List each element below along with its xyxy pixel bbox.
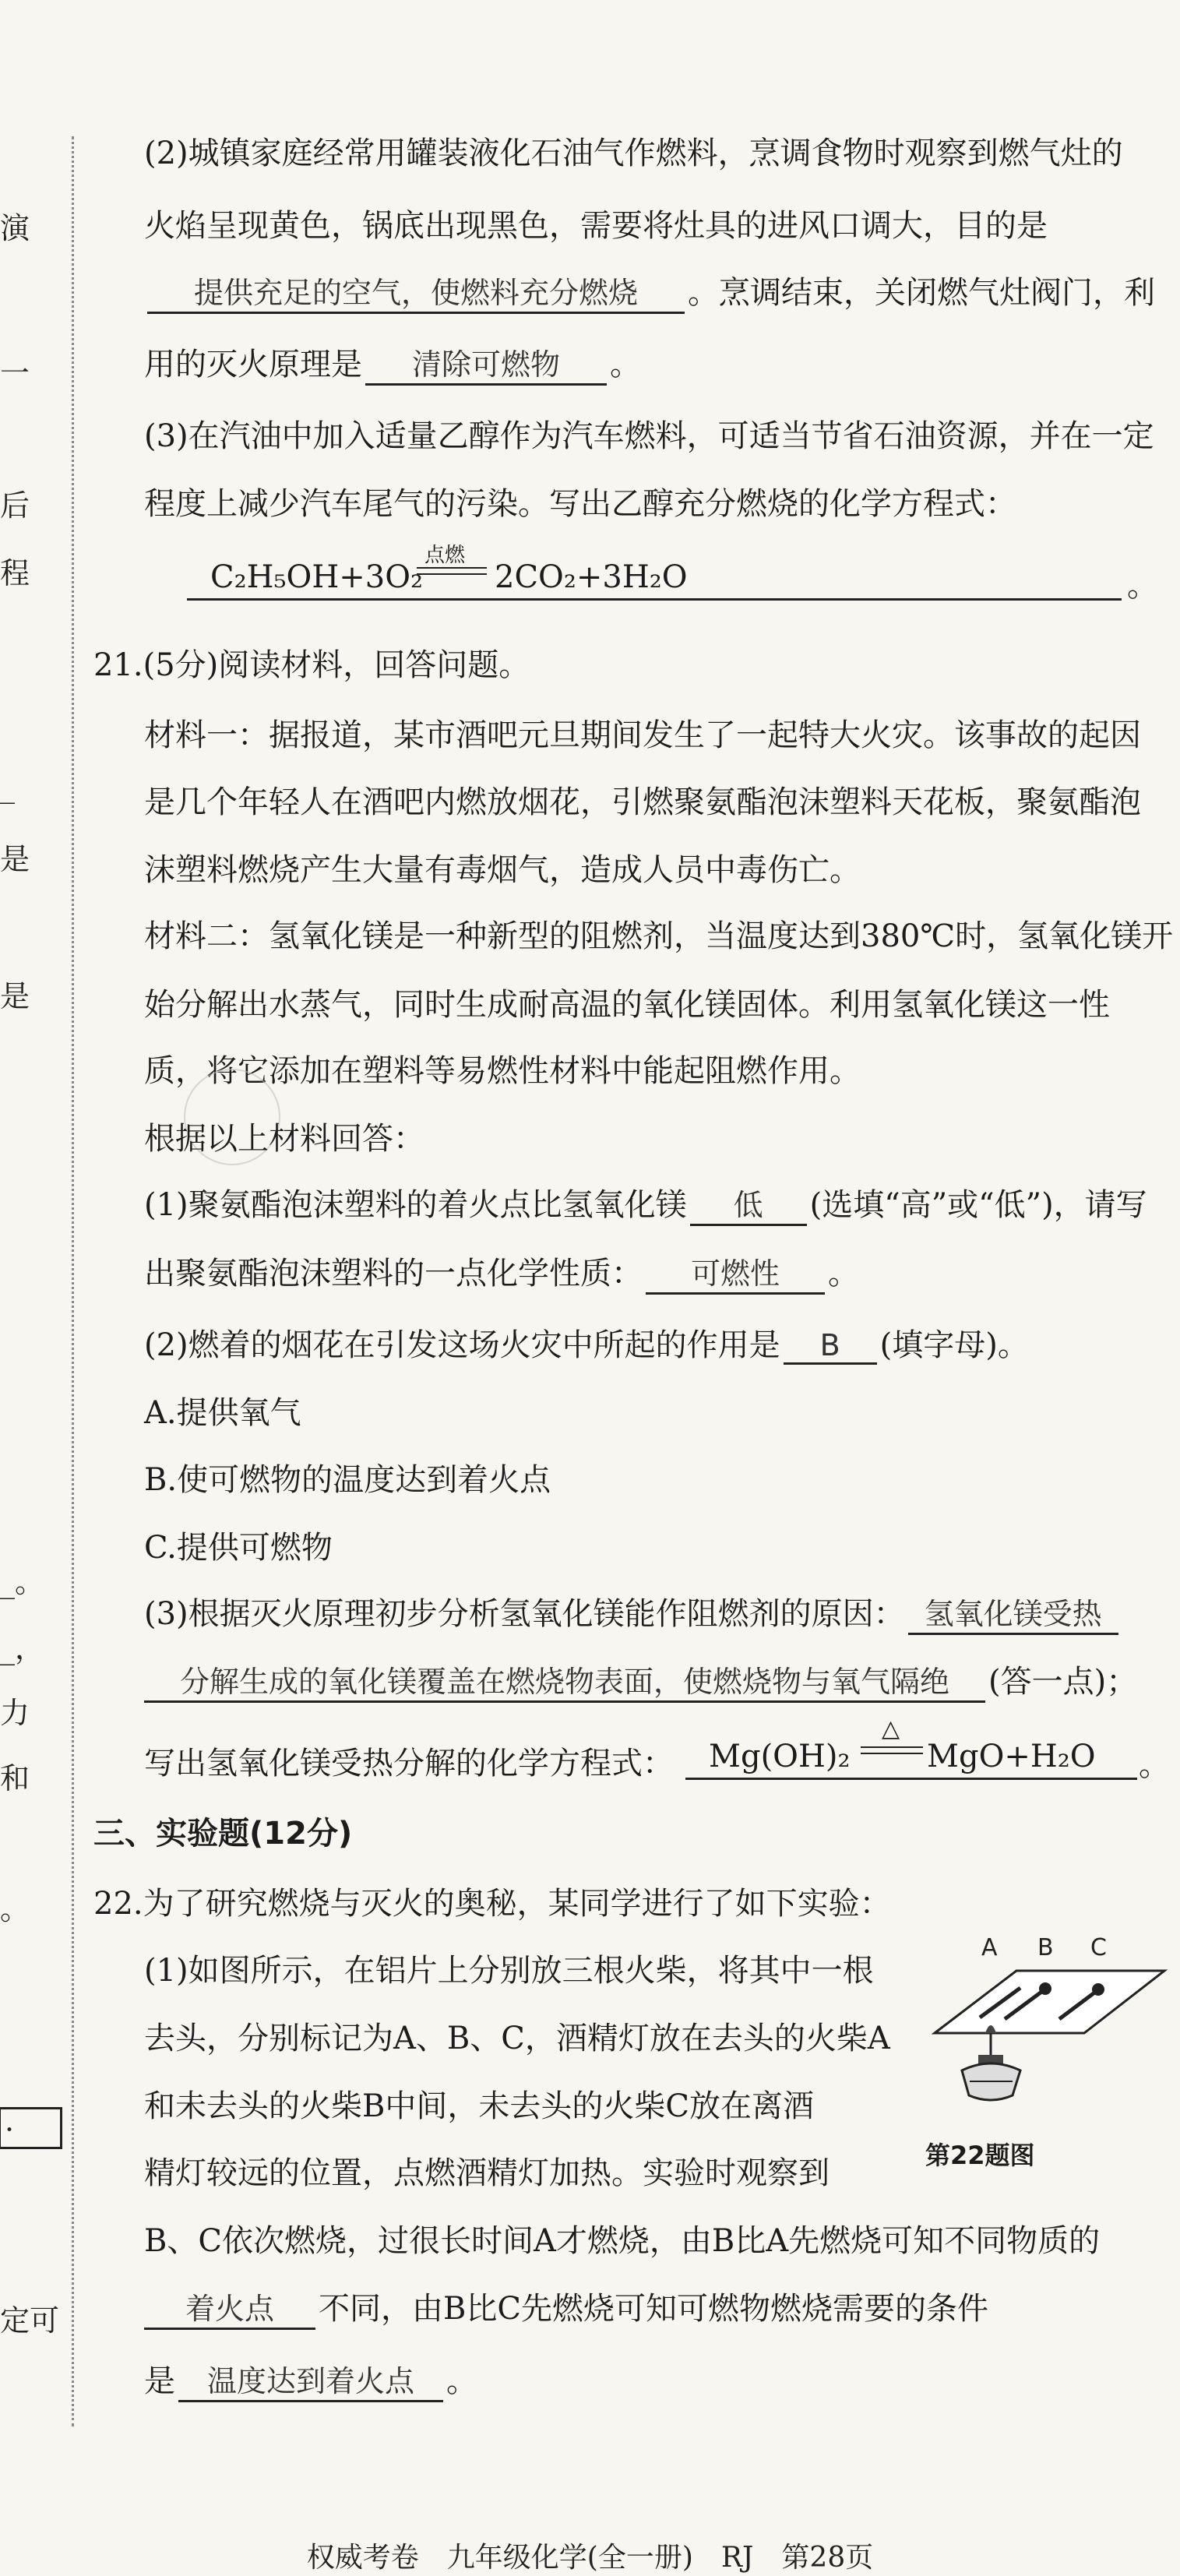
q22-line6: 着火点 不同，由B比C先燃烧可知可燃物燃烧需要的条件 — [144, 2284, 988, 2330]
q22-line4: 精灯较远的位置，点燃酒精灯加热。实验时观察到 — [144, 2155, 830, 2191]
option-a: A.提供氧气 — [144, 1395, 301, 1431]
q20-p2-line2: 火焰呈现黄色，锅底出现黑色，需要将灶具的进风口调大，目的是 — [144, 208, 1048, 244]
mgoh2-equation — [685, 1706, 1170, 1784]
match-c-head — [1092, 1983, 1104, 1996]
page-footer: 权威考卷 九年级化学(全一册) RJ 第28页 — [306, 2542, 874, 2574]
period: 。 — [1127, 568, 1158, 604]
figure-caption: 第22题图 — [925, 2141, 1035, 2170]
q21-header: 21.(5分)阅读材料，回答问题。 — [93, 647, 530, 683]
equation-condition: △ — [882, 1715, 900, 1743]
q21-material2-line3: 质，将它添加在塑料等易燃性材料中能起阻燃作用。 — [144, 1053, 861, 1089]
answer-blank: B — [784, 1328, 877, 1365]
match-b-head — [1039, 1982, 1051, 1995]
left-fragment: 一 — [0, 356, 30, 390]
q21-prompt: 根据以上材料回答： — [144, 1121, 424, 1157]
answer-blank: 着火点 — [144, 2285, 315, 2330]
experiment-figure — [903, 1932, 1168, 2181]
q21-material2-line2: 始分解出水蒸气，同时生成耐高温的氧化镁固体。利用氢氧化镁这一性 — [144, 987, 1110, 1023]
q21-material2-line1: 材料二：氢氧化镁是一种新型的阻燃剂，当温度达到380℃时，氢氧化镁开 — [144, 918, 1174, 954]
ethanol-equation — [144, 530, 1158, 604]
equation-left: Mg(OH)₂ — [709, 1739, 851, 1774]
equation-condition: 点燃 — [424, 544, 466, 567]
answer-blank: 氢氧化镁受热 — [908, 1590, 1118, 1635]
answer-blank: 清除可燃物 — [365, 340, 607, 386]
left-fragment: 程 — [0, 556, 30, 590]
q21-material1-line3: 沫塑料燃烧产生大量有毒烟气，造成人员中毒伤亡。 — [144, 852, 861, 888]
option-b: B.使可燃物的温度达到着火点 — [144, 1462, 551, 1498]
q21-q1-line2: 出聚氨酯泡沫塑料的一点化学性质： 可燃性 。 — [144, 1249, 859, 1295]
answer-underline — [685, 1778, 1137, 1780]
equals-sign — [861, 1746, 923, 1754]
q22-line7: 是 温度达到着火点 。 — [144, 2356, 477, 2402]
answer-blank: 分解生成的氧化镁覆盖在燃烧物表面，使燃烧物与氧气隔绝 — [144, 1658, 985, 1703]
q22-line5: B、C依次燃烧，过很长时间A才燃烧，由B比A先燃烧可知不同物质的 — [144, 2223, 1101, 2259]
period: 。 — [1139, 1747, 1170, 1783]
q22-line1: (1)如图所示，在铝片上分别放三根火柴，将其中一根 — [144, 1953, 874, 1989]
option-c: C.提供可燃物 — [144, 1530, 333, 1566]
label-c: C — [1090, 1934, 1107, 1961]
left-fragment: 力 — [0, 1696, 30, 1730]
answer-blank: 可燃性 — [646, 1249, 825, 1295]
answer-blank: 提供充足的空气，使燃料充分燃烧 — [147, 269, 685, 314]
q21-material1-line2: 是几个年轻人在酒吧内燃放烟花，引燃聚氨酯泡沫塑料天花板，聚氨酯泡 — [144, 784, 1141, 820]
left-fragment: 是 — [0, 842, 30, 876]
column-divider — [72, 136, 74, 2426]
left-fragment: 和 — [0, 1761, 30, 1795]
q21-q1-line1: (1)聚氨酯泡沫塑料的着火点比氢氧化镁 低 (选填“高”或“低”)，请写 — [144, 1180, 1147, 1226]
left-fragment: 。 — [0, 1892, 30, 1926]
q21-q2: (2)燃着的烟花在引发这场火灾中所起的作用是 B (填字母)。 — [144, 1327, 1029, 1363]
label-a: A — [981, 1934, 998, 1961]
q21-material1-line1: 材料一：据报道，某市酒吧元旦期间发生了一起特大火灾。该事故的起因 — [144, 717, 1141, 753]
aluminum-sheet — [935, 1971, 1164, 2033]
left-fragment: _。 — [0, 1565, 45, 1599]
equation-left: C₂H₅OH+3O₂ — [210, 559, 424, 595]
left-fragment: _ — [0, 770, 15, 804]
left-fragment: 演 — [0, 211, 30, 245]
answer-blank: 温度达到着火点 — [178, 2357, 443, 2402]
q20-p2-line3: 提供充足的空气，使燃料充分燃烧 。烹调结束，关闭燃气灶阀门，利 — [144, 268, 1155, 314]
q20-p2-line4: 用的灭火原理是 清除可燃物 。 — [144, 340, 641, 386]
equals-sign — [417, 567, 487, 575]
left-fragment: 后 — [0, 488, 30, 523]
label-b: B — [1037, 1934, 1054, 1961]
q21-q3-line1: (3)根据灭火原理初步分析氢氧化镁能作阻燃剂的原因： 氢氧化镁受热 — [144, 1589, 1122, 1635]
answer-underline — [187, 598, 1122, 601]
q20-p2-line1: (2)城镇家庭经常用罐装液化石油气作燃料，烹调食物时观察到燃气灶的 — [144, 136, 1123, 171]
equation-right: 2CO₂+3H₂O — [495, 559, 688, 595]
left-fragment: 定可 — [0, 2303, 60, 2338]
q22-line3: 和未去头的火柴B中间，未去头的火柴C放在离酒 — [144, 2088, 814, 2124]
q22-line2: 去头，分别标记为A、B、C，酒精灯放在去头的火柴A — [144, 2021, 890, 2056]
q22-header: 22.为了研究燃烧与灭火的奥秘，某同学进行了如下实验： — [93, 1886, 891, 1922]
section-title: 三、实验题(12分) — [93, 1816, 353, 1852]
q20-p3-line1: (3)在汽油中加入适量乙醇作为汽车燃料，可适当节省石油资源，并在一定 — [144, 418, 1154, 454]
answer-blank: 低 — [690, 1181, 807, 1226]
q21-q3-line2: 分解生成的氧化镁覆盖在燃烧物表面，使燃烧物与氧气隔绝 (答一点)； — [144, 1657, 1137, 1703]
left-fragment: 是 — [0, 979, 30, 1013]
equation-right: MgO+H₂O — [927, 1739, 1096, 1774]
q20-p3-line2: 程度上减少汽车尾气的污染。写出乙醇充分燃烧的化学方程式： — [144, 486, 1016, 522]
q21-q3-line3: 写出氢氧化镁受热分解的化学方程式： — [144, 1746, 674, 1781]
left-fragment: _， — [0, 1631, 45, 1665]
left-fragment: · — [5, 2113, 15, 2147]
